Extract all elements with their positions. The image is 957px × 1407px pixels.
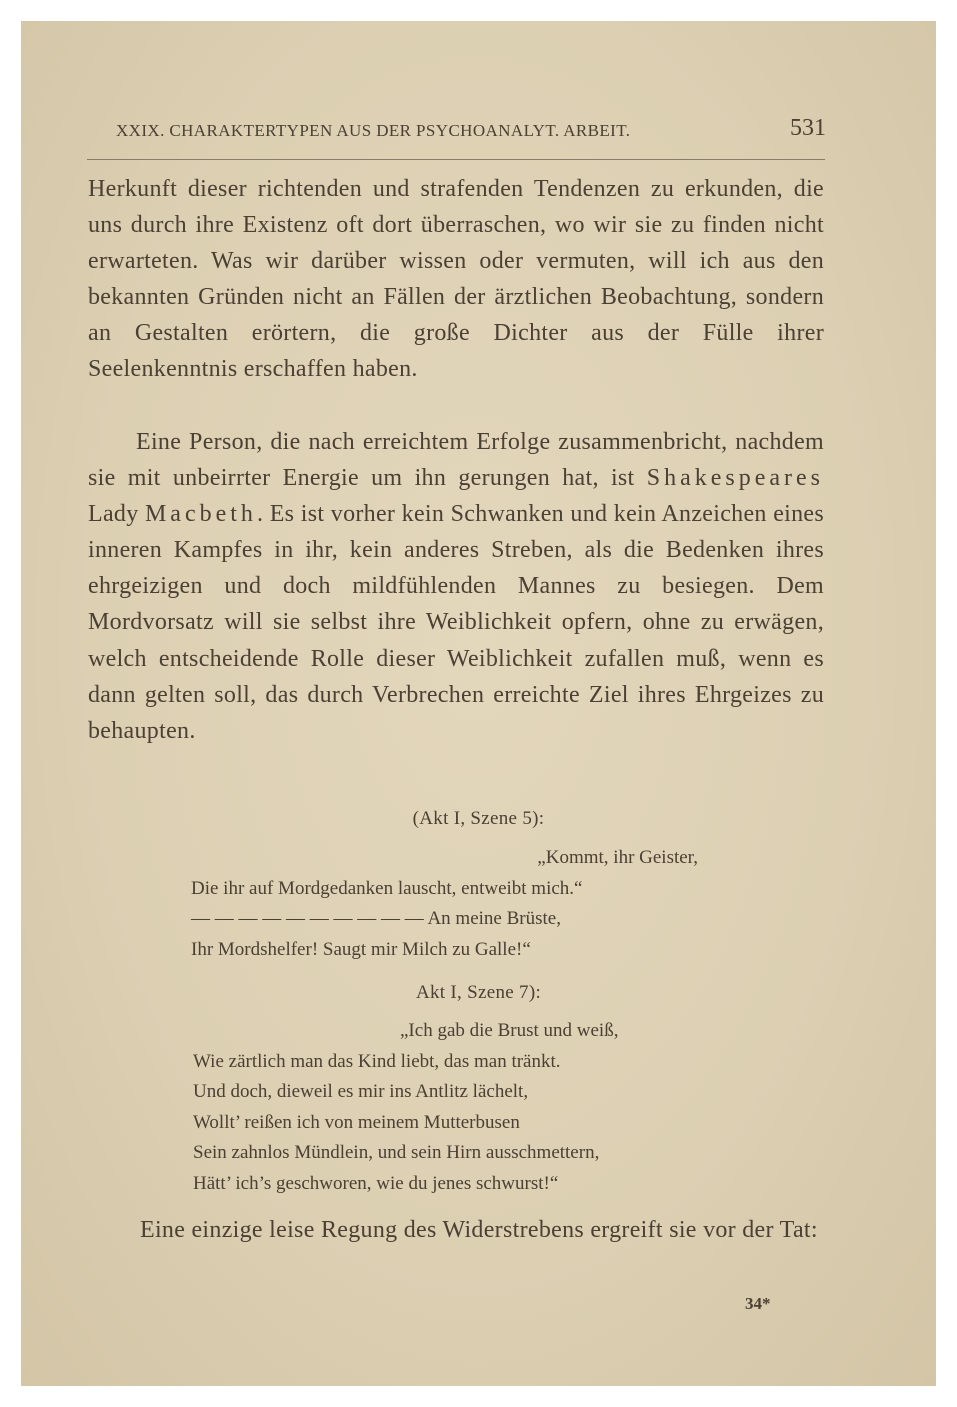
verse-line: Und doch, dieweil es mir ins Antlitz lächelt, bbox=[193, 1081, 529, 1103]
scene-reference: Akt I, Szene 7): bbox=[415, 982, 542, 1003]
paragraph-text: . Es ist vorher kein Schwanken und kein Anzeichen eines inneren Kampfes in ihr, kein anderes Streben, als die Bedenken ihres ehrgeizigen und doch mildfühlenden Mannes zu besiegen. Dem Mordvorsatz will sie selbst ihre Weiblichkeit opfern, ohne zu erwägen, welch entscheidende Rolle dieser Weiblichkeit zufallen muß, wenn es dann gelten soll, das durch Verbrechen erreichte Ziel ihres Ehrgeizes zu behaupten. bbox=[88, 501, 825, 744]
scene-reference: (Akt I, Szene 5): bbox=[412, 808, 545, 829]
verse-line: Wie zärtlich man das Kind liebt, das man tränkt. bbox=[193, 1050, 561, 1072]
header-rule bbox=[87, 159, 825, 160]
paragraph-text: Lady bbox=[88, 501, 145, 528]
character-name: Macbeth bbox=[144, 501, 257, 528]
verse-quote bbox=[193, 1016, 728, 1200]
verse-line: Wollt’ reißen ich von meinem Mutterbusen bbox=[193, 1111, 520, 1133]
verse-line: — — — — — — — — — — An meine Brüste, bbox=[191, 908, 561, 930]
page-number: 531 bbox=[790, 115, 826, 141]
verse-line: „Ich gab die Brust und weiß, bbox=[400, 1020, 619, 1041]
paragraph: Herkunft dieser richtenden und strafenden Tendenzen zu erkunden, die uns durch ihre Existenz oft dort überraschen, wo wir sie zu finden nicht erwarteten. Was wir darüber wissen oder vermuten, will ich aus den bekannten Gründen nicht an Fällen der ärztlichen Beobachtung, sondern an Gestalten erörtern, die große Dichter aus der Fülle ihrer Seelenkenntnis erschaffen haben. bbox=[88, 176, 824, 383]
verse-line: Die ihr auf Mordgedanken lauscht, entweibt mich.“ bbox=[191, 877, 583, 899]
verse-line: Hätt’ ich’s geschworen, wie du jenes schwurst!“ bbox=[193, 1172, 559, 1194]
paragraph: Eine einzige leise Regung des Widerstrebens ergreift sie vor der Tat: bbox=[140, 1217, 818, 1243]
running-head bbox=[116, 117, 826, 151]
book-page bbox=[21, 21, 936, 1386]
paragraph-text: Eine Person, die nach erreichtem Erfolge zusammenbricht, nachdem sie mit unbeirrter Energie um ihn gerungen hat, ist bbox=[88, 429, 824, 492]
running-title: XXIX. CHARAKTERTYPEN AUS DER PSYCHOANALYT. ARBEIT. bbox=[116, 121, 631, 140]
paragraph bbox=[88, 424, 824, 749]
verse-line: „Kommt, ihr Geister, bbox=[537, 847, 698, 868]
verse-line: Sein zahnlos Mündlein, und sein Hirn ausschmettern, bbox=[193, 1142, 600, 1164]
verse-quote bbox=[191, 843, 726, 965]
signature-mark: 34* bbox=[745, 1294, 771, 1313]
author-name: Shakespeares bbox=[646, 465, 824, 492]
verse-line: Ihr Mordshelfer! Saugt mir Milch zu Galle!“ bbox=[191, 938, 531, 960]
